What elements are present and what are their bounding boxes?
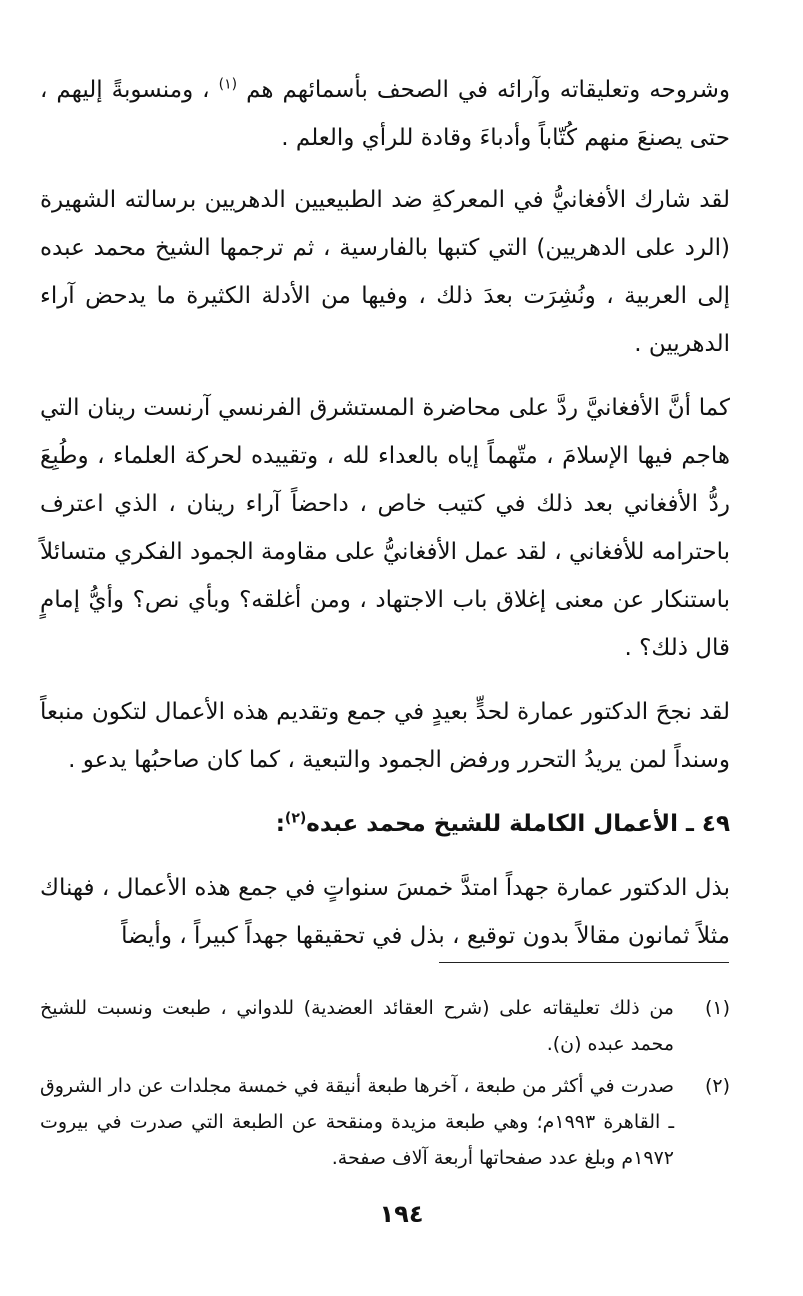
section-paragraph: بذل الدكتور عمارة جهداً امتدَّ خمسَ سنواتٍ في جمع هذه الأعمال ، فهناك مثلاً ثمانون مقالاً بدون توقيع ، بذل في تحقيقها جهداً كبيراً ، وأيضاً: [40, 875, 730, 949]
paragraph-3: كما أنَّ الأفغانيَّ ردَّ على محاضرة المستشرق الفرنسي آرنست رينان التي هاجم فيها الإسلامَ ، متّهماً إياه بالعداء لله ، وتقييده لحركة العلماء ، وطُبِعَ ردُّ الأفغاني بعد ذلك في كتيب خاص ، داحضاً آراء رينان ، الذي اعترف باحترامه للأفغاني ، لقد عمل الأفغانيُّ على مقاومة الجمود الفكري متسائلاً باستنكار عن معنى إغلاق باب الاجتهاد ، ومن أغلقه؟ وبأي نص؟ وأيُّ إمامٍ قال ذلك؟ .: [40, 395, 730, 661]
page-body: [40, 66, 730, 976]
footnote-1-number: (١): [704, 997, 730, 1019]
paragraph-1: [40, 66, 730, 162]
footnote-ref-1: (١): [218, 76, 238, 93]
section-number: ٤٩: [701, 811, 730, 837]
footnote-ref-2: (٢): [284, 810, 307, 827]
paragraph-4: لقد نجحَ الدكتور عمارة لحدٍّ بعيدٍ في جمع وتقديم هذه الأعمال لتكون منبعاً وسنداً لمن يريدُ التحرر ورفض الجمود والتبعية ، كما كان صاحبُها يدعو .: [40, 699, 730, 773]
footnote-2: [40, 1068, 730, 1176]
footnote-2-text: صدرت في أكثر من طبعة ، آخرها طبعة أنيقة في خمسة مجلدات عن دار الشروق ـ القاهرة ١٩٩٣م؛ وهي طبعة مزيدة ومنقحة عن الطبعة التي صدرت في بيروت ١٩٧٢م وبلغ عدد صفحاتها أربعة آلاف صفحة.: [40, 1075, 675, 1169]
footnotes: [40, 990, 730, 1182]
paragraph-1-text-b: ، ومنسوبةً إليهم ، حتى يصنعَ منهم كُتّاباً وأدباءَ وقادة للرأي والعلم .: [40, 77, 730, 151]
paragraph-1-text-a: وشروحه وتعليقاته وآرائه في الصحف بأسمائهم هم: [246, 77, 731, 103]
paragraph-2: لقد شارك الأفغانيُّ في المعركةِ ضد الطبيعيين الدهريين برسالته الشهيرة (الرد على الدهريين) التي كتبها بالفارسية ، ثم ترجمها الشيخ محمد عبده إلى العربية ، ونُشِرَت بعدَ ذلك ، وفيها من الأدلة الكثيرة ما يدحض آراء الدهريين .: [40, 187, 730, 357]
section-title: ـ الأعمال الكاملة للشيخ محمد عبده: [306, 811, 694, 837]
footnote-2-number: (٢): [704, 1075, 730, 1097]
section-heading: [40, 800, 730, 848]
page-number: ١٩٤: [379, 1200, 424, 1228]
section-heading-colon: :: [275, 811, 285, 837]
footnote-separator: [439, 962, 729, 963]
footnote-1: [40, 990, 730, 1062]
footnote-1-text: من ذلك تعليقاته على (شرح العقائد العضدية) للدواني ، طبعت ونسبت للشيخ محمد عبده (ن).: [40, 997, 674, 1055]
